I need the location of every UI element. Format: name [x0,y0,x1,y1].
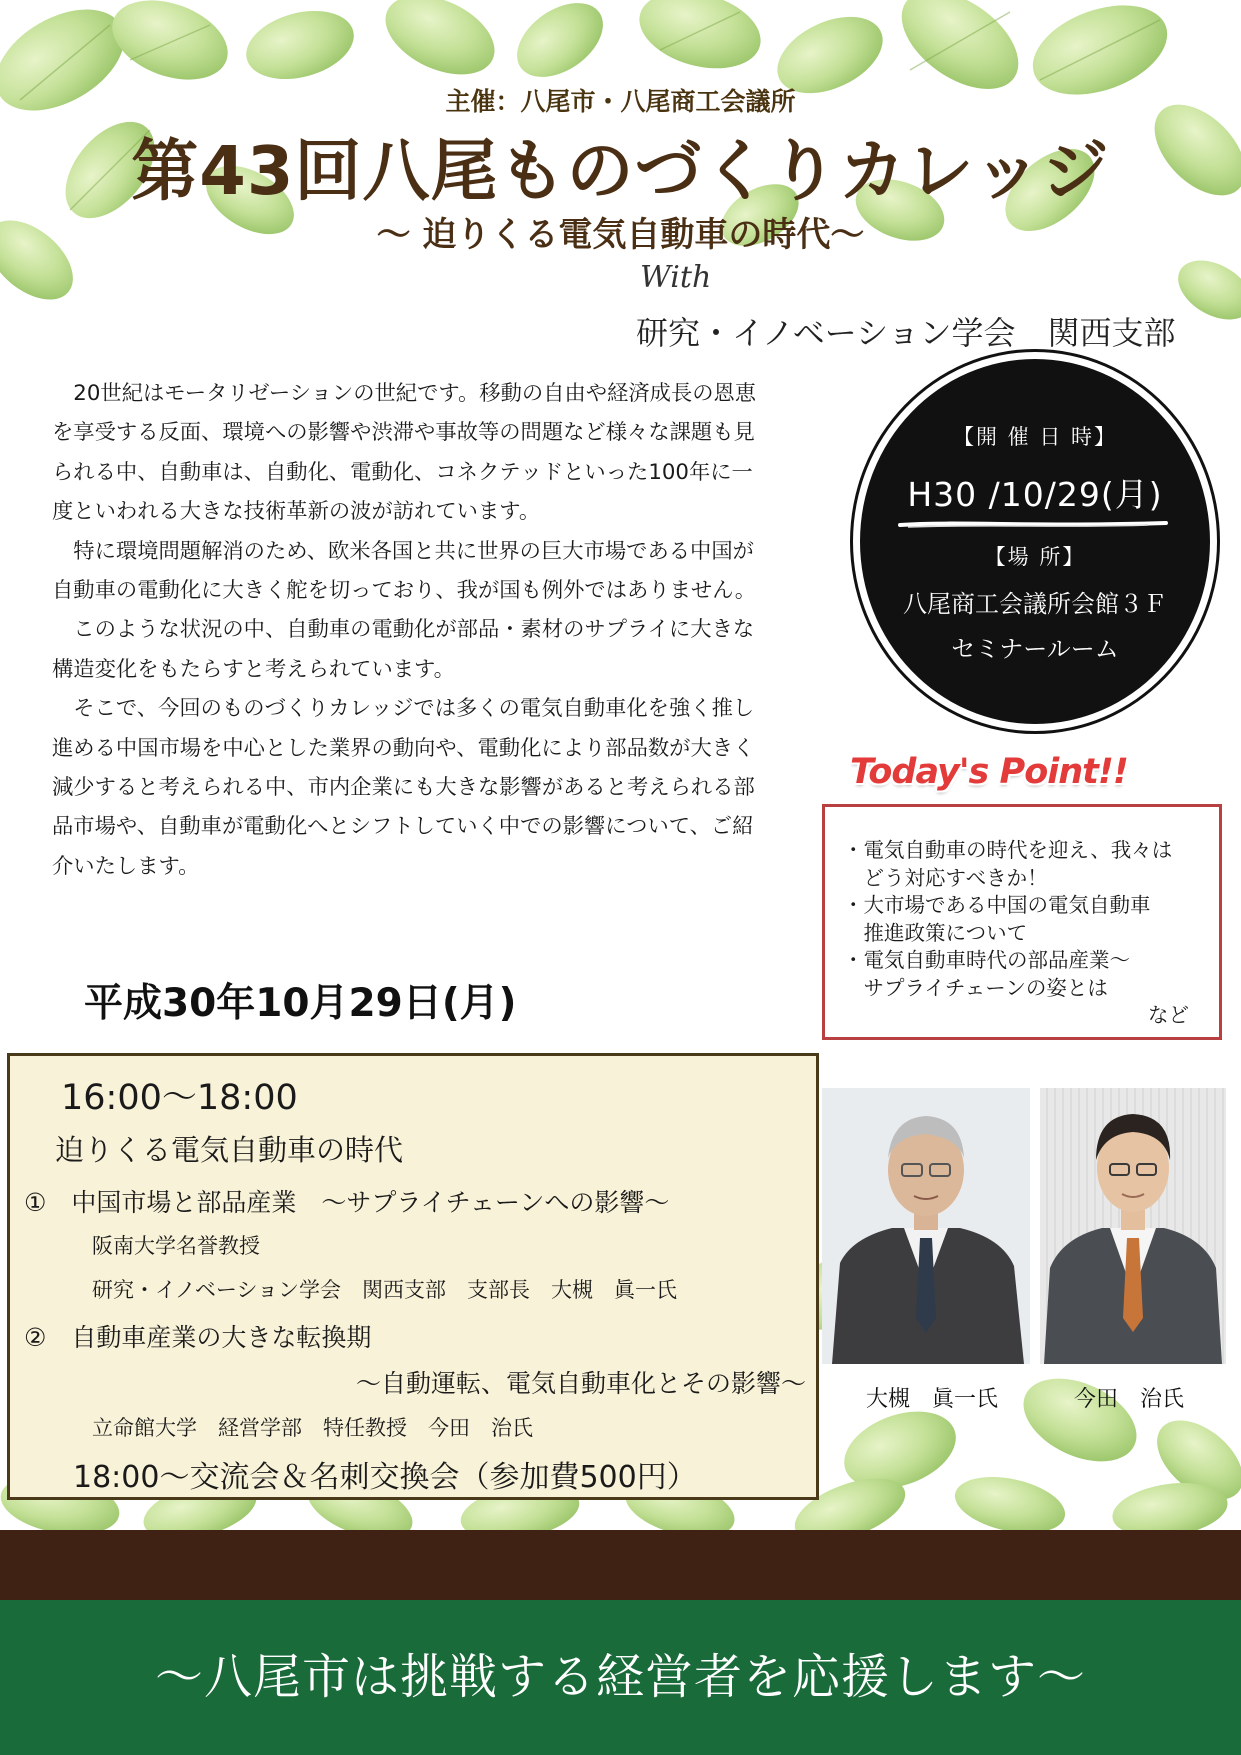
session-2-subtitle: ～自動運転、電気自動車化とその影響～ [355,1369,806,1398]
speaker-2-illustration [1040,1088,1226,1364]
datetime-label: 【開 催 日 時】 [952,425,1118,449]
place-line-2: セミナールーム [951,635,1119,663]
todays-point-heading: Today's Point!! [850,752,1128,792]
place-line-1: 八尾商工会議所会館３Ｆ [903,590,1167,618]
point-item: ・大市場である中国の電気自動車 推進政策について [843,893,1151,945]
chalk-underline [898,519,1168,529]
intro-paragraph: 特に環境問題解消のため、欧米各国と共に世界の巨大市場である中国が 自動車の電動化に大きく舵を切っており、我が国も例外ではありません。 [52,538,757,604]
speaker-photo [1040,1088,1226,1364]
page-title: 第43回八尾ものづくりカレッジ [131,132,1110,210]
program-time: 16:00～18:00 [61,1078,298,1118]
intro-text [52,374,822,886]
footer-band-brown [0,1530,1241,1600]
session-2-title: ② 自動車産業の大きな転換期 [24,1323,372,1352]
organizer: 主催：八尾市・八尾商工会議所 [445,87,796,116]
point-item: ・電気自動車の時代を迎え、我々は どう対応すべきか！ [843,838,1173,890]
speaker-1-illustration [822,1088,1030,1364]
session-1-affiliation: 阪南大学名誉教授 [92,1234,260,1258]
point-tail: など [1148,1003,1189,1027]
point-item: ・電気自動車時代の部品産業～ サプライチェーンの姿とは [843,948,1130,1000]
networking-info: 18:00～交流会＆名刺交換会（参加費500円） [73,1460,697,1495]
partner-name: 研究・イノベーション学会 関西支部 [636,314,1176,352]
program-box [7,1053,819,1500]
session-1-title: ① 中国市場と部品産業 ～サプライチェーンへの影響～ [24,1188,670,1217]
date-heading: 平成30年10月29日(月) [84,981,517,1026]
program-theme: 迫りくる電気自動車の時代 [55,1133,404,1167]
place-label: 【場 所】 [984,545,1086,569]
speaker-photo [822,1088,1030,1364]
datetime-value: H30 /10/29(月) [907,475,1163,514]
intro-paragraph: このような状況の中、自動車の電動化が部品・素材のサプライに大きな 構造変化をもたらすと考えられています。 [52,617,755,682]
event-info-badge [853,352,1217,731]
footer-slogan: ～八尾市は挑戦する経営者を応援します～ [154,1649,1086,1705]
todays-point-box [822,804,1222,1040]
session-2-speaker: 立命館大学 経営学部 特任教授 今田 治氏 [92,1416,533,1440]
with-label: With [640,260,712,295]
page-subtitle: ～ 迫りくる電気自動車の時代～ [376,215,865,255]
intro-paragraph: そこで、今回のものづくりカレッジでは多くの電気自動車化を強く推し 進める中国市場を中心とした業界の動向や、電動化により部品数が大きく 減少すると考えられる中、市内企業にも大きな影響があると考えられる部 品市場や、自動車が電動化へとシフトしていく中での影響について、ご紹 介いたします。 [52,696,755,879]
intro-paragraph: 20世紀はモータリゼーションの世紀です。移動の自由や経済成長の恩恵 を享受する反面、環境への影響や渋滞や事故等の問題など様々な課題も見 られる中、自動車は、自動化、電動化、コネクテッドといった100年に一 度といわれる大きな技術革新の波が訪れています。 [52,381,757,525]
session-1-speaker: 研究・イノベーション学会 関西支部 支部長 大槻 眞一氏 [92,1278,678,1302]
speaker-name: 大槻 眞一氏 [866,1387,999,1412]
speaker-name: 今田 治氏 [1074,1387,1185,1412]
